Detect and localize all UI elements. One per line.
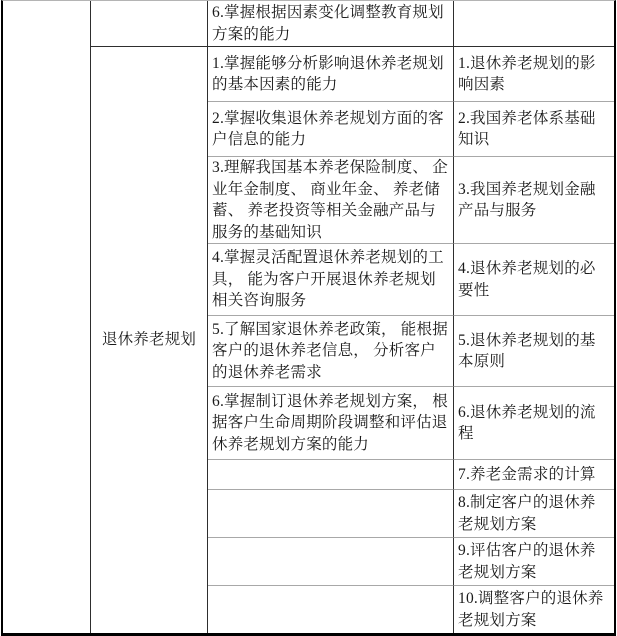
knowledge-cell (454, 386, 614, 459)
skill-cell (208, 101, 454, 156)
knowledge-cell (454, 585, 614, 633)
knowledge-cell (454, 315, 614, 386)
skill-text: 5.了解国家退休养老政策， 能根据客户的退休养老信息， 分析客户的退休养老需求 (212, 320, 448, 381)
knowledge-cell (454, 156, 614, 243)
knowledge-cell (454, 46, 614, 101)
skill-cell (208, 243, 454, 315)
previous-section-category-cell (91, 1, 208, 46)
knowledge-cell (454, 243, 614, 315)
skill-cell (208, 156, 454, 243)
skill-cell (208, 1, 454, 46)
knowledge-cell (454, 101, 614, 156)
skill-text: 2.掌握收集退休养老规划方面的客户信息的能力 (212, 109, 444, 148)
category-label: 退休养老规划 (101, 331, 197, 349)
knowledge-text: 2.我国养老体系基础知识 (458, 109, 596, 148)
skill-text: 4.掌握灵活配置退休养老规划的工具， 能为客户开展退休养老规划相关咨询服务 (212, 249, 444, 310)
skill-text: 6.掌握制订退休养老规划方案， 根据客户生命周期阶段调整和评估退休养老规划方案的能力 (212, 392, 448, 453)
knowledge-text: 6.退休养老规划的流程 (458, 403, 596, 442)
knowledge-text: 9.评估客户的退休养老规划方案 (458, 542, 596, 581)
knowledge-text: 7.养老金需求的计算 (458, 465, 596, 483)
skill-cell (208, 459, 454, 489)
knowledge-text: 1.退休养老规划的影响因素 (458, 54, 596, 93)
skill-cell (208, 585, 454, 633)
knowledge-text: 5.退休养老规划的基本原则 (458, 331, 596, 370)
knowledge-cell (454, 459, 614, 489)
skill-cell (208, 46, 454, 101)
skill-cell (208, 489, 454, 537)
skill-cell (208, 537, 454, 585)
outer-category-cell (3, 1, 91, 633)
knowledge-text: 8.制定客户的退休养老规划方案 (458, 494, 596, 533)
skill-cell (208, 386, 454, 459)
knowledge-text: 10.调整客户的退休养老规划方案 (458, 590, 604, 629)
knowledge-cell (454, 537, 614, 585)
skill-text: 1.掌握能够分析影响退休养老规划的基本因素的能力 (212, 54, 444, 93)
skill-text: 6.掌握根据因素变化调整教育规划方案的能力 (212, 4, 444, 43)
knowledge-text: 3.我国养老规划金融产品与服务 (458, 180, 596, 219)
knowledge-text: 4.退休养老规划的必要性 (458, 260, 596, 299)
skill-text: 3.理解我国基本养老保险制度、 企业年金制度、 商业年金、 养老储蓄、 养老投资等相关金融产品与服务的基础知识 (212, 159, 448, 241)
skill-cell (208, 315, 454, 386)
qualification-standard-table (1, 0, 616, 636)
knowledge-cell (454, 489, 614, 537)
knowledge-cell (454, 1, 614, 46)
category-cell (91, 46, 208, 633)
